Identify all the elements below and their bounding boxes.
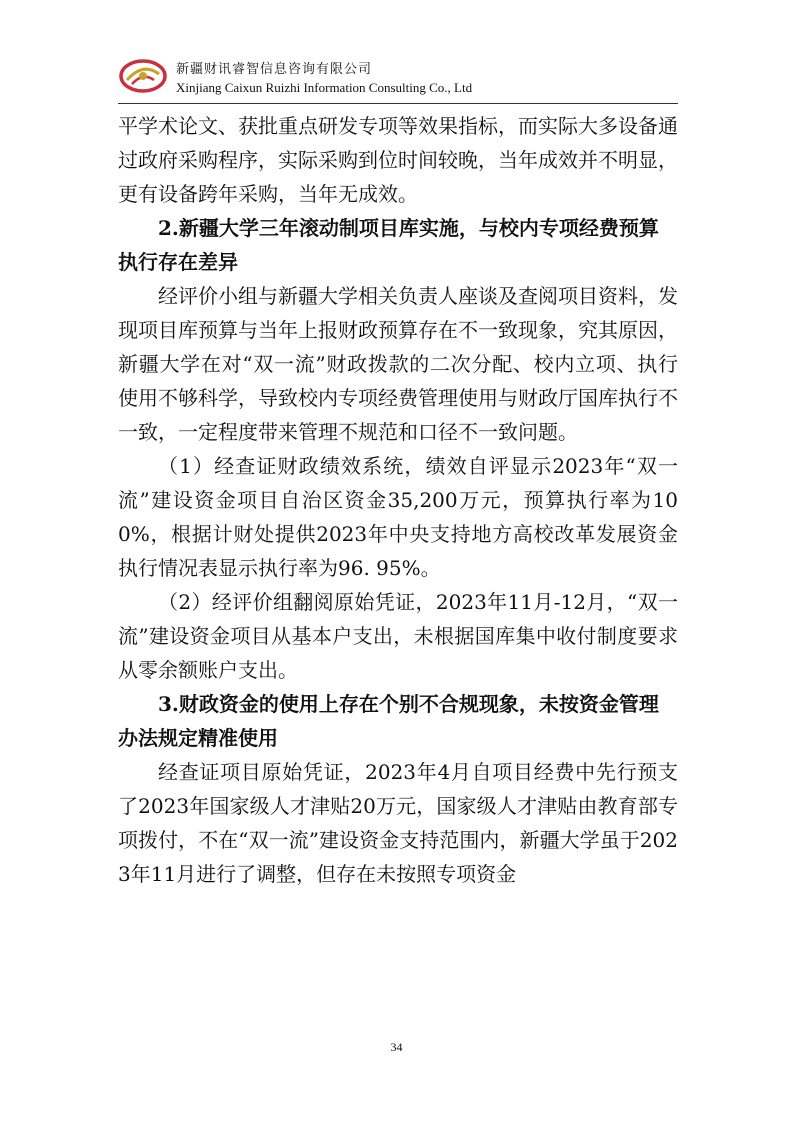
- header-divider: [118, 103, 678, 104]
- company-logo-icon: [118, 56, 168, 96]
- page-number: 34: [390, 1040, 403, 1054]
- document-body: [118, 109, 678, 891]
- section-heading-3: 3.财政资金的使用上存在个别不合规现象，未按资金管理办法规定精准使用: [118, 692, 659, 750]
- paragraph-project-library: 经评价小组与新疆大学相关负责人座谈及查阅项目资料，发现项目库预算与当年上报财政预算存在不一致现象，究其原因，新疆大学在对“双一流”财政拨款的二次分配、校内立项、执行使用不够科学，导致校内专项经费管理使用与财政厅国库执行不一致，一定程度带来管理不规范和口径不一致问题。: [118, 284, 678, 444]
- company-name-english: Xinjiang Caixun Ruizhi Information Consulting Co., Ltd: [176, 80, 473, 95]
- paragraph-fund-usage: 经查证项目原始凭证，2023年4月自项目经费中先行预支了2023年国家级人才津贴20万元，国家级人才津贴由教育部专项拨付，不在“双一流”建设资金支持范围内，新疆大学虽于2023年11月进行了调整，但存在未按照专项资金: [118, 760, 678, 886]
- paragraph-item-1: （1）经查证财政绩效系统，绩效自评显示2023年“双一流”建设资金项目自治区资金35,200万元，预算执行率为100%，根据计财处提供2023年中央支持地方高校改革发展资金执行情况表显示执行率为96. 95%。: [118, 454, 678, 580]
- paragraph-continuation: 平学术论文、获批重点研发专项等效果指标，而实际大多设备通过政府采购程序，实际采购到位时间较晚，当年成效并不明显，更有设备跨年采购，当年无成效。: [118, 114, 678, 206]
- company-name-chinese: 新疆财讯睿智信息咨询有限公司: [176, 62, 373, 77]
- paragraph-item-2: （2）经评价组翻阅原始凭证，2023年11月-12月，“双一流”建设资金项目从基本户支出，未根据国库集中收付制度要求从零余额账户支出。: [118, 590, 678, 682]
- page-header: [118, 52, 678, 102]
- section-heading-2: 2.新疆大学三年滚动制项目库实施，与校内专项经费预算执行存在差异: [118, 216, 659, 274]
